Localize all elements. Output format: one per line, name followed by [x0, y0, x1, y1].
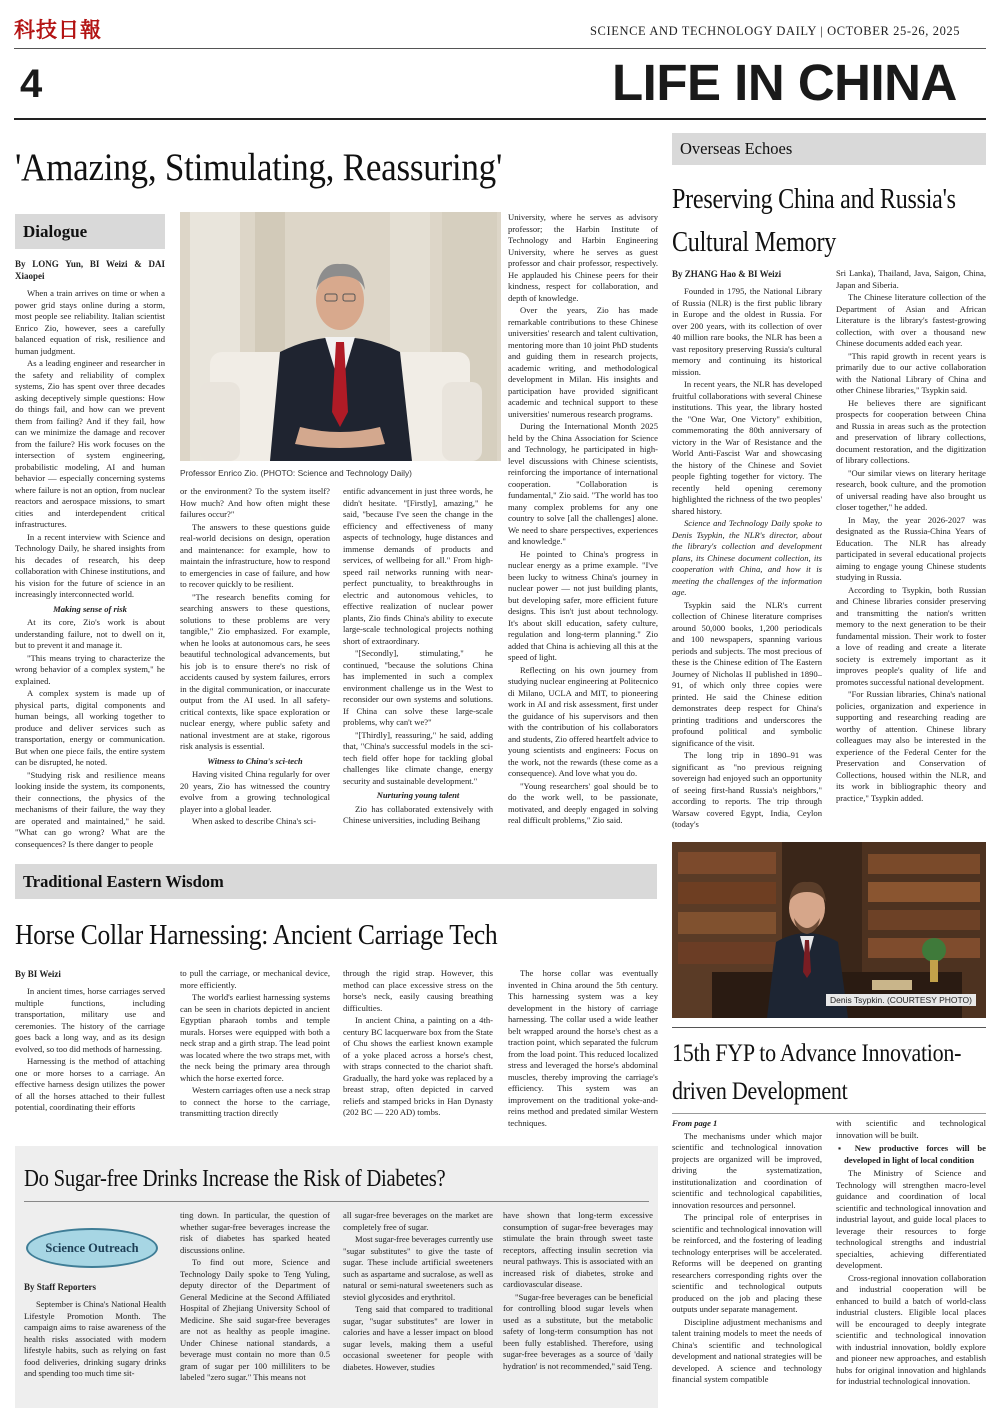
paragraph: September is China's National Health Lifestyle Promotion Month. The campaign aims to raise awareness of the health risks associated with modern lifestyle habits, such as relying on fast food deliveries, drinking sugary drinks and spending too much time sit-	[24, 1299, 166, 1378]
fyp-top-rule	[672, 1027, 986, 1028]
fyp-col-1	[672, 1118, 822, 1408]
paper-info: SCIENCE AND TECHNOLOGY DAILY | OCTOBER 25-26, 2025	[590, 24, 961, 38]
sugar-col-2	[180, 1210, 330, 1402]
sugar-col-1	[24, 1281, 166, 1401]
paragraph: "Studying risk and resilience means looking inside the system, its components, their connections, the physics of the mechanisms of their failure, the way they are operated and maintained," he said. "What can go wrong? What are the consequences? Is there danger to people	[15, 769, 165, 849]
paragraph: Most sugar-free beverages currently use "sugar substitutes" to give the taste of sugar. These include artificial sweeteners such as aspartame and sucralose, as well as natural or semi-natural sweeteners such as steviol glycosides and erythritol.	[343, 1234, 493, 1302]
paragraph: Over the years, Zio has made remarkable contributions to these Chinese universities' research and talent cultivation, mentoring more than 10 joint PhD students and guiding them in research projects, academic writing, and methodological development in Milan. His insights and participation have provided significant academic and technical support to these universities' numerous research programs.	[508, 305, 658, 419]
paragraph: The principal role of enterprises in scientific and technological innovation will be reinforced, and the fostering of leading technology enterprises will be accelerated. Reforms will be deepened on granting researchers corresponding rights over the scientific and technological outputs produced on the job and placing these outputs under separate management.	[672, 1212, 822, 1314]
paragraph: all sugar-free beverages on the market are completely free of sugar.	[343, 1210, 493, 1232]
main-byline: By LONG Yun, BI Weizi & DAI Xiaopei	[15, 259, 165, 281]
horse-col-2	[180, 968, 330, 1128]
sugar-col-3	[343, 1210, 493, 1402]
paragraph: Teng said that compared to traditional sugar, "sugar substitutes" are lower in calories and have a lesser impact on blood sugar levels, making them a useful occasional sweetener for people with diabetes. However, studies	[343, 1304, 493, 1372]
fyp-from: From page 1	[672, 1118, 718, 1128]
paragraph: At its core, Zio's work is about understanding failure, not to dwell on it, but to prevent it and manage it.	[15, 617, 165, 650]
masthead-rule	[14, 48, 986, 49]
horse-byline: By BI Weizi	[15, 969, 61, 979]
paragraph: Founded in 1795, the National Library of Russia (NLR) is the first public library in Europe and the oldest in Russia. For over 200 years, with its collection of over 40 million rare books, the NLR has been a vast repository preserving Russia's cultural memory and continuing its historical mission.	[672, 286, 822, 377]
paragraph: Science and Technology Daily spoke to Denis Tsypkin, the NLR's director, about the library's collection and development plans, its Chinese document collection, its cooperation with China, and how it is meeting the challenges of the information age.	[672, 518, 822, 597]
masthead-logo: 科技日報	[14, 17, 102, 42]
paragraph: The Ministry of Science and Technology will strengthen macro-level guidance and coordination of local scientific and technological innovation and industrial layout, and guide local places to leverage their resources to forge technological strengths and industrial specialties, achieving differentiated development.	[836, 1168, 986, 1270]
paragraph: In a recent interview with Science and Technology Daily, he shared insights from his decades of research, his deep collaboration with Chinese institutions, and his vision for the future of science in an increasingly interconnected world.	[15, 531, 165, 599]
paragraph: entific advancement in just three words, he didn't hesitate. "[Firstly], amazing," he said, "because I've seen the change in the efficiency and effectiveness of many aspects of technology, huge distances and immense demands of products and services, of wellbeing for all." From high-speed rail networks running with near-perfect punctuality, to breakthroughs in electric and autonomous vehicles, to effective realization of nuclear power plants, Zio finds China's ability to execute large-scale technological projects nothing short of extraordinary.	[343, 486, 493, 646]
traditional-label: Traditional Eastern Wisdom	[15, 864, 657, 899]
paragraph: Discipline adjustment mechanisms and talent training models to meet the needs of China's scientific and technological development and national strategies will be developed. A science and technology financial system compatible	[672, 1316, 822, 1384]
paragraph: In ancient times, horse carriages served multiple functions, including transportation, military use and ceremonies. The history of the carriage goes back a long way, and as its design evolved, so too did methods of harnessing.	[15, 986, 165, 1054]
paragraph: The Chinese literature collection of the Department of Asian and African Literature is the library's fastest-growing collection, with over a thousand new Chinese documents added each year.	[836, 292, 986, 348]
paragraph: In ancient China, a painting on a 4th-century BC lacquerware box from the State of Chu shows the earliest known example of a yoke placed across a horse's chest, with straps connected to the chariot shaft. Gradually, the hard yoke was replaced by a breast strap, often depicted in carved reliefs and stamped bricks in Han Dynasty (202 BC — 220 AD) tombs.	[343, 1015, 493, 1117]
sugar-headline: Do Sugar-free Drinks Increase the Risk of Diabetes?	[24, 1166, 446, 1192]
paragraph: To find out more, Science and Technology Daily spoke to Teng Yuling, deputy director of the Department of General Medicine at the Second Affiliated Hospital of Zhejiang University School of Medicine. She said sugar-free beverages are not as healthy as people imagine. Under Chinese national standards, a beverage must contain no more than 0.5 gram of sugar per 100 milliliters to be labeled "zero sugar." This means not	[180, 1257, 330, 1382]
paragraph: In May, the year 2026-2027 was designated as the Russia-China Years of Education. The NLR has already participated in several educational projects aiming to engage young Chinese students studying in Russia.	[836, 514, 986, 582]
paragraph: Tsypkin said the NLR's current collection of Chinese literature comprises around 50,000 books, 1,200 periodicals and 100 newspapers, spanning various periods and subjects. The most precious of these is the Chinese edition of The Eastern Journey of Nicholas II published in 1890–91, of which only three copies were printed. He said the Chinese edition demonstrates deep respect for China's printing traditions and underscores the profound political and symbolic significance of the visit.	[672, 599, 822, 748]
paragraph: Harnessing is the method of attaching one or more horses to a carriage. An effective harness design utilizes the power of all the horses attached to their fullest potential, coordinating their efforts	[15, 1056, 165, 1112]
paragraph: The world's earliest harnessing systems can be seen in chariots depicted in ancient Egyptian pharaoh tombs and temple murals. Horses were equipped with both a neck strap and a girth strap. The lead point was located where the two straps met, with the neck being the primary area through which the horse exerted force.	[180, 992, 330, 1083]
main-col-3	[343, 486, 493, 861]
paragraph: "Sugar-free beverages can be beneficial for controlling blood sugar levels when used as a substitute, but the metabolic safety of long-term consumption has not been fully established. Therefore, using sugar-free beverages as a source of 'daily hydration' is not recommended," said Teng.	[503, 1291, 653, 1371]
paragraph: When a train arrives on time or when a power grid stays online during a storm, most people see reliability. Italian scientist Enrico Zio, however, sees a carefully balanced equation of risk, resilience and human judgment.	[15, 288, 165, 356]
overseas-col-1	[672, 268, 822, 843]
subhead: Making sense of risk	[53, 603, 127, 614]
page-number: 4	[20, 62, 43, 106]
paragraph: Cross-regional innovation collaboration and industrial cooperation will be enhanced to build a batch of world-class industrial clusters. Eligible local places will be encouraged to deeply integrate scientific and technological innovation with industrial innovation, boldly explore and pioneer new approaches, and establish hubs for original innovation and highlands for industrial technological innovation.	[836, 1272, 986, 1386]
sugar-byline: By Staff Reporters	[24, 1282, 96, 1292]
paragraph: According to Tsypkin, both Russian and Chinese libraries consider preserving and transmitting the nation's written memory to the next generation to be their fundamental mission. Their work to foster a love of reading and create a literate society is extremely important as it improves people's quality of life and promotes successful national development.	[836, 584, 986, 687]
paragraph: "This rapid growth in recent years is primarily due to our active collaboration with the National Library of China and other Chinese libraries," Tsypkin said.	[836, 350, 986, 395]
tsypkin-photo-caption: Denis Tsypkin. (COURTESY PHOTO)	[826, 994, 976, 1006]
paragraph: As a leading engineer and researcher in the safety and reliability of complex systems, Zio has spent over three decades asking deceptively simple questions: How do things fail, and how can we prevent them from failing? And if they fail, how can we minimize the damage and recover from the failure? His work focuses on the intersection of system engineering, probabilistic modeling, AI and human behavior — especially concerning systems where failure is not an option, from nuclear reactors and aerospace missions, to smart cities and interdependent critical infrastructures.	[15, 358, 165, 529]
overseas-label: Overseas Echoes	[672, 133, 986, 165]
fyp-col-2	[836, 1118, 986, 1408]
paragraph: "For Russian libraries, China's national policies, organization and experience in supporting and researching reading are worthy of attention. Chinese library colleagues may also be interested in the experience of the Federal Center for the Preservation and Conservation of Collections, housed within the NLR, and its work in bibliographic theory and practice," Tsypkin added.	[836, 689, 986, 803]
overseas-headline: Preserving China and Russia's Cultural Memory	[672, 184, 956, 258]
fyp-headline: 15th FYP to Advance Innovation-driven Development	[672, 1040, 962, 1105]
paragraph: Sri Lanka), Thailand, Java, Saigon, China, Japan and Siberia.	[836, 268, 986, 290]
bullet-text: New productive forces will be developed in light of local condition	[844, 1143, 986, 1165]
science-outreach-badge	[26, 1228, 158, 1268]
sugar-rule	[24, 1201, 649, 1202]
paragraph: to pull the carriage, or mechanical device, more efficiently.	[180, 968, 330, 990]
paragraph: "Young researchers' goal should be to do the work well, to be passionate, motivated, and deeply engaged in solving real difficult problems," Zio said.	[508, 780, 658, 825]
horse-col-1	[15, 968, 165, 1128]
paragraph: "Our similar views on literary heritage research, book culture, and the promotion of universal reading have also brought us closer together," he added.	[836, 467, 986, 512]
paragraph: "The research benefits coming for searching answers to these questions, solutions to these problems are very tangible," Zio emphasized. For example, when he looks at autonomous cars, he sees beautiful technological advancements, but his job is to ensure there's no risk of accidents caused by system failures, errors in the digital communication, or inaccurate output from the AI used. In all safety-critical contexts, like space exploration or nuclear energy, where public safety and national investment are at stake, rigorous risk analysis is essential.	[180, 591, 330, 751]
paragraph: Having visited China regularly for over 20 years, Zio has witnessed the country evolve from a growing technological player into a global leader.	[180, 769, 330, 814]
paragraph: In recent years, the NLR has developed fruitful collaborations with several Chinese institutions. This year, the library hosted the "One War, One Victory" exhibition, commemorating the 80th anniversary of victory in the War of Resistance and the World Anti-Fascist War and showcasing the history of the Chinese and Soviet people fighting together for victory. The recently held opening ceremony highlighted the richness of the two peoples' shared history.	[672, 379, 822, 516]
paragraph: have shown that long-term excessive consumption of sugar-free beverages may stimulate the brain through sweet taste receptors, affecting insulin secretion via neural pathways. This is associated with an increased risk of diabetes, stroke and cardiovascular disease.	[503, 1210, 653, 1289]
paragraph: "This means trying to characterize the wrong behavior of a complex system," he explained.	[15, 652, 165, 686]
paragraph: Zio has collaborated extensively with Chinese universities, including Beihang	[343, 803, 493, 825]
paragraph: Western carriages often use a neck strap to connect the horse to the carriage, transmitting traction directly	[180, 1085, 330, 1118]
horse-collar-headline: Horse Collar Harnessing: Ancient Carriage Tech	[15, 919, 498, 951]
paragraph: A complex system is made up of physical parts, digital components and human beings, all working together to produce and deliver services such as transportation, energy or communication. But when one piece fails, the entire system can be disrupted, he noted.	[15, 688, 165, 767]
horse-col-3	[343, 968, 493, 1128]
main-col-1	[15, 258, 165, 861]
paragraph: During the International Month 2025 held by the China Association for Science and Technology, he participated in high-level discussions with Chinese scientists, reinforcing the importance of international cooperation. "Collaboration is fundamental," Zio said. "The world has too many complex problems for any one country to solve [all the challenges] alone. We need to share perspectives, experiences and knowledge."	[508, 421, 658, 546]
paragraph: When asked to describe China's sci-	[192, 816, 316, 826]
main-headline: 'Amazing, Stimulating, Reassuring'	[15, 146, 503, 189]
paragraph: "[Thirdly], reassuring," he said, adding that, "China's successful models in the sci-tech field offer hope for tackling global challenges like climate change, energy security and sustainable development."	[343, 729, 493, 786]
zio-photo	[180, 212, 501, 461]
paragraph: through the rigid strap. However, this method can place excessive stress on the horse's neck, easily causing breathing difficulties.	[343, 968, 493, 1013]
section-title: LIFE IN CHINA	[612, 54, 957, 111]
paragraph: The mechanisms under which major scientific and technological innovation projects are organized will be improved, driving the systematization, institutionalization and coordination of scientific and technological capabilities, innovation resources and personnel.	[672, 1130, 822, 1210]
paragraph: ting down. In particular, the question of whether sugar-free beverages increase the risk of diabetes has sparked heated discussions online.	[180, 1210, 330, 1255]
paragraph: or the environment? To the system itself? How much? And how often might these failures occur?"	[180, 486, 330, 519]
paragraph: with scientific and technological innovation will be built.	[836, 1118, 986, 1140]
paragraph: The horse collar was eventually invented in China around the 5th century. This harnessing system was a key development in the history of carriage harnessing. The collar used a wide leather belt wrapped around the horse's chest as a traction point, which separated the fulcrum from the load point. This reduced localized stress and leveraged the horse's abdominal muscles, thereby improving the carriage's efficiency. This system was an improvement on the traditional yoke-and-reins method and predated similar Western techniques.	[508, 968, 658, 1128]
overseas-col-2	[836, 268, 986, 843]
paragraph: He believes there are significant prospects for cooperation between China and Russia in areas such as the protection and preservation of library collections, document restoration, and the digitization of library collections.	[836, 397, 986, 465]
paragraph: Reflecting on his own journey from studying nuclear engineering at Politecnico di Milano, UCLA and MIT, to pioneering work in AI and risk assessment, first under the guidance of his supervisors and then with the contribution of his collaborators and students, Zio offered heartfelt advice to young scientists and engineers: Focus on the work, not the rewards (these come as a consequence). And love what you do.	[508, 664, 658, 778]
overseas-byline: By ZHANG Hao & BI Weizi	[672, 269, 782, 279]
zio-photo-caption: Professor Enrico Zio. (PHOTO: Science and Technology Daily)	[180, 468, 412, 478]
horse-col-4	[508, 968, 658, 1128]
fyp-mid-rule	[672, 1113, 986, 1114]
subhead: Nurturing young talent	[376, 790, 460, 800]
header-bottom-rule	[14, 118, 986, 120]
paragraph: The answers to these questions guide real-world decisions on design, operation and maintenance: for example, how to maintain the infrastructure, how to respond to emergencies in case of failure, and how to recover quickly to be resilient.	[180, 521, 330, 589]
dialogue-label: Dialogue	[15, 214, 165, 249]
main-col-2	[180, 486, 330, 861]
paragraph: He pointed to China's progress in nuclear energy as a prime example. "I've been lucky to witness China's journey in nuclear power — not just building plants, but developing safer, more efficient future designs. This isn't just about technology. It's about skill education, safety culture, regulation and long-term planning." Zio added that China is achieving all this at the speed of light.	[508, 548, 658, 662]
paragraph: The long trip in 1890–91 was significant as "no previous reigning sovereign had enjoyed such an opportunity of seeing first-hand Russia's neighbors," according to reports. The trip through Warsaw covered Egypt, India, Ceylon (today's	[672, 750, 822, 829]
paragraph: "[Secondly], stimulating," he continued, "because the solutions China has implemented in such a complex environment challenge us in the West to reconsider our own systems and solutions. If China can solve these large-scale problems, why can't we?"	[343, 648, 493, 727]
tsypkin-photo	[672, 842, 986, 1018]
bullet-subhead: ▪ New productive forces will be developed in light of local condition	[838, 1143, 986, 1165]
subhead: Witness to China's sci-tech	[207, 755, 303, 766]
main-col-4	[508, 212, 658, 861]
paragraph: University, where he serves as advisory professor; the Harbin Institute of Technology and Harbin Engineering University, where he serves as guest professor and chair professor, respectively. He applauded his Chinese peers for their kindness, respect for collaboration, and depth of knowledge.	[508, 212, 658, 303]
badge-label: Science Outreach	[45, 1240, 139, 1255]
sugar-col-4	[503, 1210, 653, 1402]
